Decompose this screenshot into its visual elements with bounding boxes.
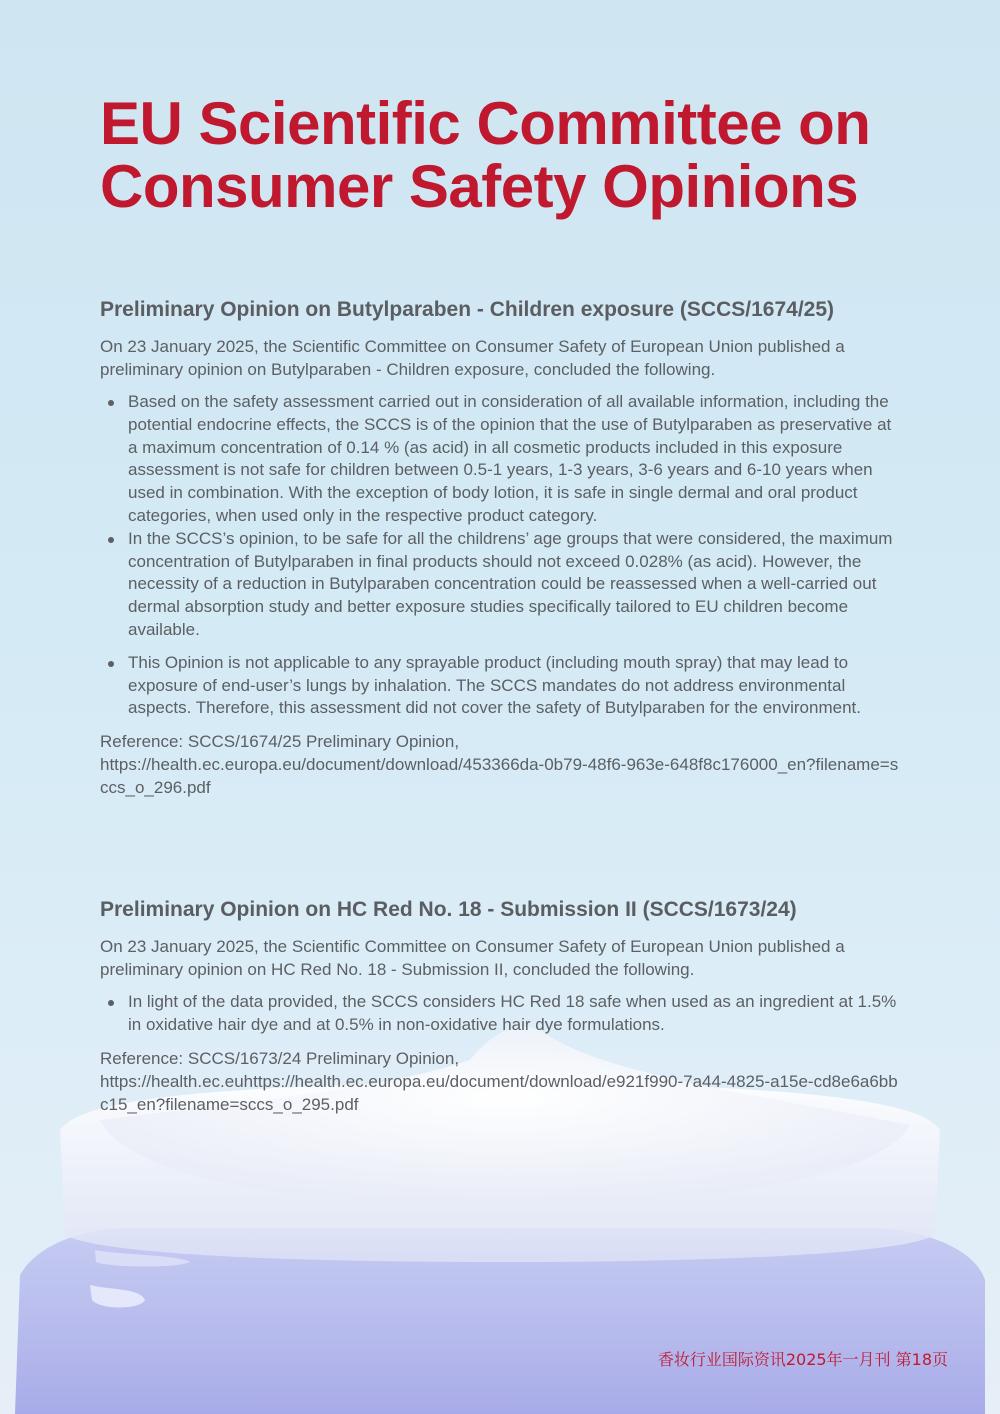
page-footer: 香妆行业国际资讯2025年一月刊 第18页 — [657, 1350, 948, 1369]
reference-link[interactable]: https://health.ec.europa.eu/document/download/453366da-0b79-48f6-963e-648f8c176000_en?filename=sccs_o_296.pdf — [100, 755, 899, 798]
reference-label: Reference: SCCS/1674/25 Preliminary Opinion, — [100, 732, 460, 752]
list-item: In light of the data provided, the SCCS considers HC Red 18 safe when used as an ingredient at 1.5% in oxidative hair dye and at 0.5% in non-oxidative hair dye formulations. — [128, 991, 900, 1037]
list-item: This Opinion is not applicable to any sprayable product (including mouth spray) that may lead to exposure of end-user’s lungs by inhalation. The SCCS mandates do not address environmental aspects. Therefore, this assessment did not cover the safety of Butylparaben for the environment. — [128, 652, 900, 720]
list-item: Based on the safety assessment carried out in consideration of all available information, including the potential endocrine effects, the SCCS is of the opinion that the use of Butylparaben as preservative at a maximum concentration of 0.14 % (as acid) in all cosmetic products included in this exposure assessment is not safe for children between 0.5-1 years, 1-3 years, 3-6 years and 6-10 years when used in combination. With the exception of body lotion, it is safe in single dermal and oral product categories, when used only in the respective product category. — [128, 391, 900, 528]
section-intro: On 23 January 2025, the Scientific Committee on Consumer Safety of European Union published a preliminary opinion on Butylparaben - Children exposure, concluded the following. — [100, 337, 845, 379]
bullet-list — [100, 991, 900, 1037]
list-item: In the SCCS’s opinion, to be safe for all the childrens’ age groups that were considered, the maximum concentration of Butylparaben in final products should not exceed 0.028% (as acid). However, the necessity of a reduction in Butylparaben concentration could be reassessed when a well-carried out dermal absorption study and better exposure studies specifically tailored to EU children become available. — [128, 528, 900, 642]
section-heading: Preliminary Opinion on Butylparaben - Children exposure (SCCS/1674/25) — [100, 298, 835, 321]
bullet-list — [100, 391, 900, 720]
reference-label: Reference: SCCS/1673/24 Preliminary Opinion, — [100, 1048, 460, 1068]
page-title: EU Scientific Committee on Consumer Safety Opinions — [100, 90, 871, 220]
reference-link[interactable]: https://health.ec.euhttps://health.ec.europa.eu/document/download/e921f990-7a44-4825-a15e-cd8e6a6bbc15_en?filename=sccs_o_295.pdf — [100, 1071, 898, 1114]
section-heading: Preliminary Opinion on HC Red No. 18 - Submission II (SCCS/1673/24) — [100, 898, 797, 921]
section-intro: On 23 January 2025, the Scientific Committee on Consumer Safety of European Union published a preliminary opinion on HC Red No. 18 - Submission II, concluded the following. — [100, 937, 845, 979]
section-hc-red-18 — [100, 896, 900, 1116]
section-butylparaben — [100, 296, 900, 799]
